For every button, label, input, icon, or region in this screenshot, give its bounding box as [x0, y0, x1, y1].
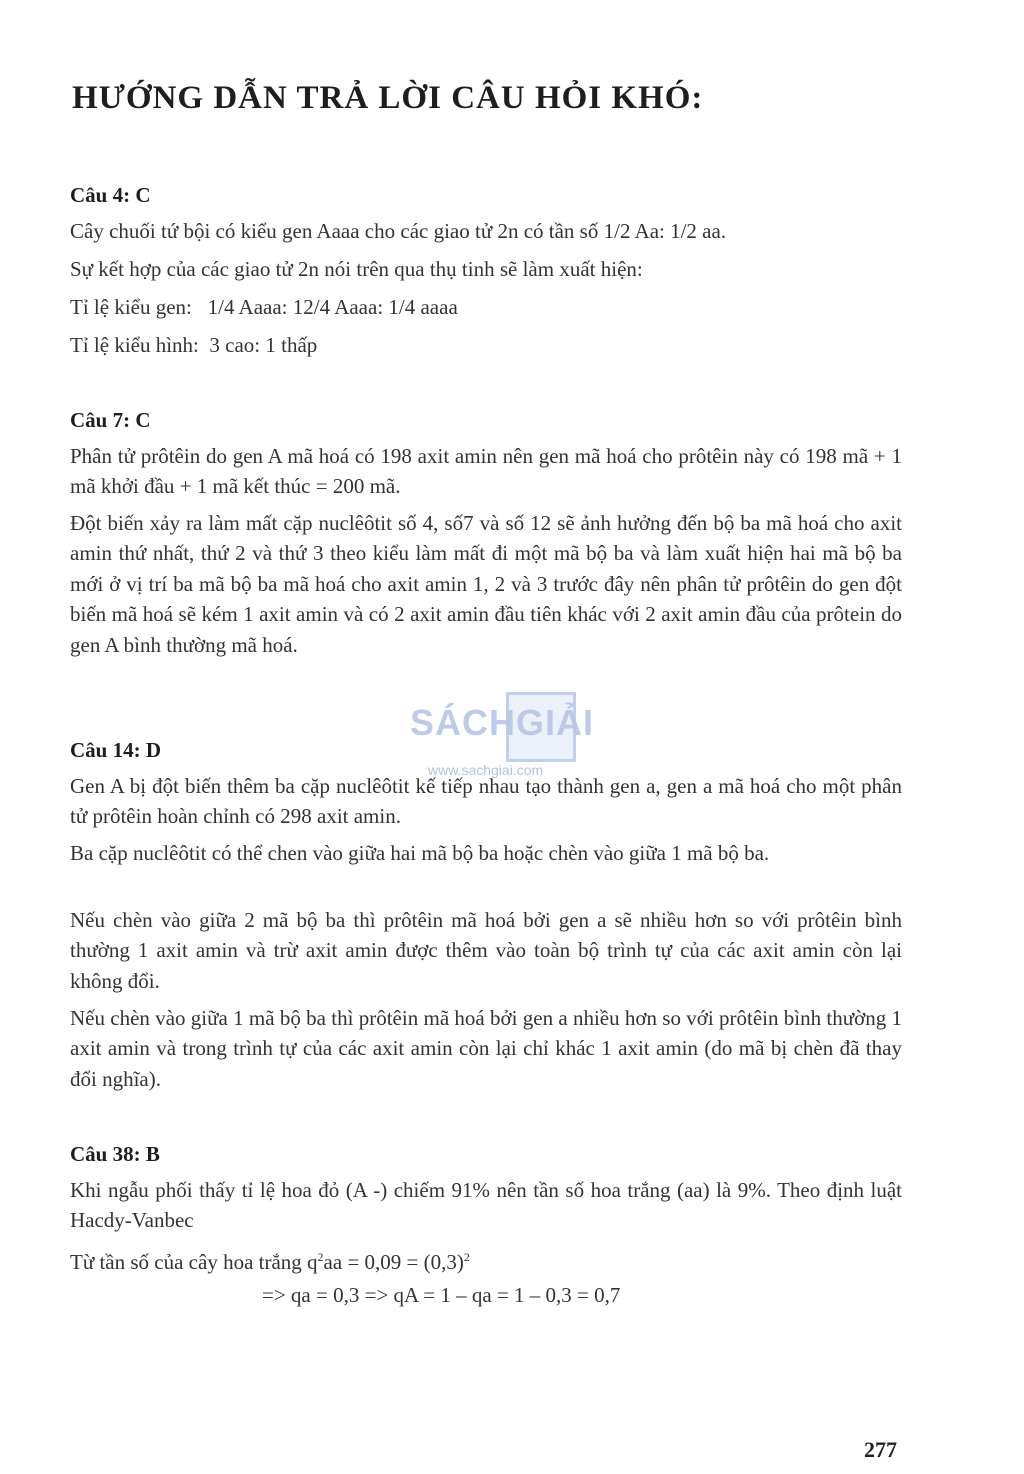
text-line: Tỉ lệ kiểu hình: 3 cao: 1 thấp: [70, 333, 318, 357]
text-line: Sự kết hợp của các giao tử 2n nói trên qua thụ tinh sẽ làm xuất hiện:: [70, 257, 643, 281]
page-title: HƯỚNG DẪN TRẢ LỜI CÂU HỎI KHÓ:: [72, 80, 704, 116]
superscript: 2: [317, 1250, 324, 1264]
section-heading-cau-14: Câu 14: D: [70, 738, 162, 762]
equation-text: Từ tần số của cây hoa trắng q: [70, 1250, 318, 1274]
paragraph: Đột biến xảy ra làm mất cặp nuclêôtit số 4, số7 và số 12 sẽ ảnh hưởng đến bộ ba mã hoá cho axit amin thứ nhất, thứ 2 và thứ 3 theo kiểu làm mất đi một mã bộ ba và làm xuất hiện hai mã bộ ba mới ở vị trí ba mã bộ ba mã hoá cho axit amin 1, 2 và 3 trước đây nên phân tử prôtêin do gen đột biến mã hoá sẽ kém 1 axit amin và có 2 axit amin đầu tiên khác với 2 axit amin đầu của prôtein do gen A bình thường mã hoá.: [70, 511, 902, 657]
watermark: [410, 688, 620, 778]
paragraph: Gen A bị đột biến thêm ba cặp nuclêôtit kế tiếp nhau tạo thành gen a, gen a mã hoá cho một phân tử prôtêin hoàn chỉnh có 298 axit amin.: [70, 774, 902, 829]
paragraph: Khi ngẫu phối thấy tỉ lệ hoa đỏ (A -) chiếm 91% nên tần số hoa trắng (aa) là 9%. Theo định luật Hacdy-Vanbec: [70, 1178, 902, 1233]
equation-line: [70, 1242, 470, 1277]
formula: => qa = 0,3 => qA = 1 – qa = 1 – 0,3 = 0,7: [262, 1283, 621, 1307]
paragraph: Phân tử prôtêin do gen A mã hoá có 198 axit amin nên gen mã hoá cho prôtêin này có 198 mã + 1 mã khởi đầu + 1 mã kết thúc = 200 mã.: [70, 444, 902, 499]
section-heading-cau-7: Câu 7: C: [70, 408, 151, 432]
text-line: Cây chuối tứ bội có kiểu gen Aaaa cho các giao tử 2n có tần số 1/2 Aa: 1/2 aa.: [70, 219, 727, 243]
section-heading-cau-38: Câu 38: B: [70, 1142, 160, 1166]
section-heading-cau-4: Câu 4: C: [70, 183, 151, 207]
watermark-url: www.sachgiai.com: [428, 762, 544, 778]
watermark-logo: SÁCHGIẢI: [410, 702, 595, 743]
equation-text: aa = 0,09 = (0,3): [323, 1250, 464, 1274]
superscript: 2: [463, 1250, 470, 1264]
paragraph: Ba cặp nuclêôtit có thể chen vào giữa hai mã bộ ba hoặc chèn vào giữa 1 mã bộ ba.: [70, 841, 770, 865]
paragraph: Nếu chèn vào giữa 2 mã bộ ba thì prôtêin mã hoá bởi gen a sẽ nhiều hơn so với prôtêin bình thường 1 axit amin và trừ axit amin được thêm vào toàn bộ trình tự của các axit amin còn lại không đổi.: [70, 908, 902, 993]
paragraph: Nếu chèn vào giữa 1 mã bộ ba thì prôtêin mã hoá bởi gen a nhiều hơn so với prôtêin bình thường 1 axit amin và trong trình tự của các axit amin còn lại chỉ khác 1 axit amin (do mã bị chèn đã thay đổi nghĩa).: [70, 1006, 902, 1091]
page-number: 277: [864, 1437, 897, 1462]
text-line: Tỉ lệ kiểu gen: 1/4 Aaaa: 12/4 Aaaa: 1/4 aaaa: [70, 295, 458, 319]
